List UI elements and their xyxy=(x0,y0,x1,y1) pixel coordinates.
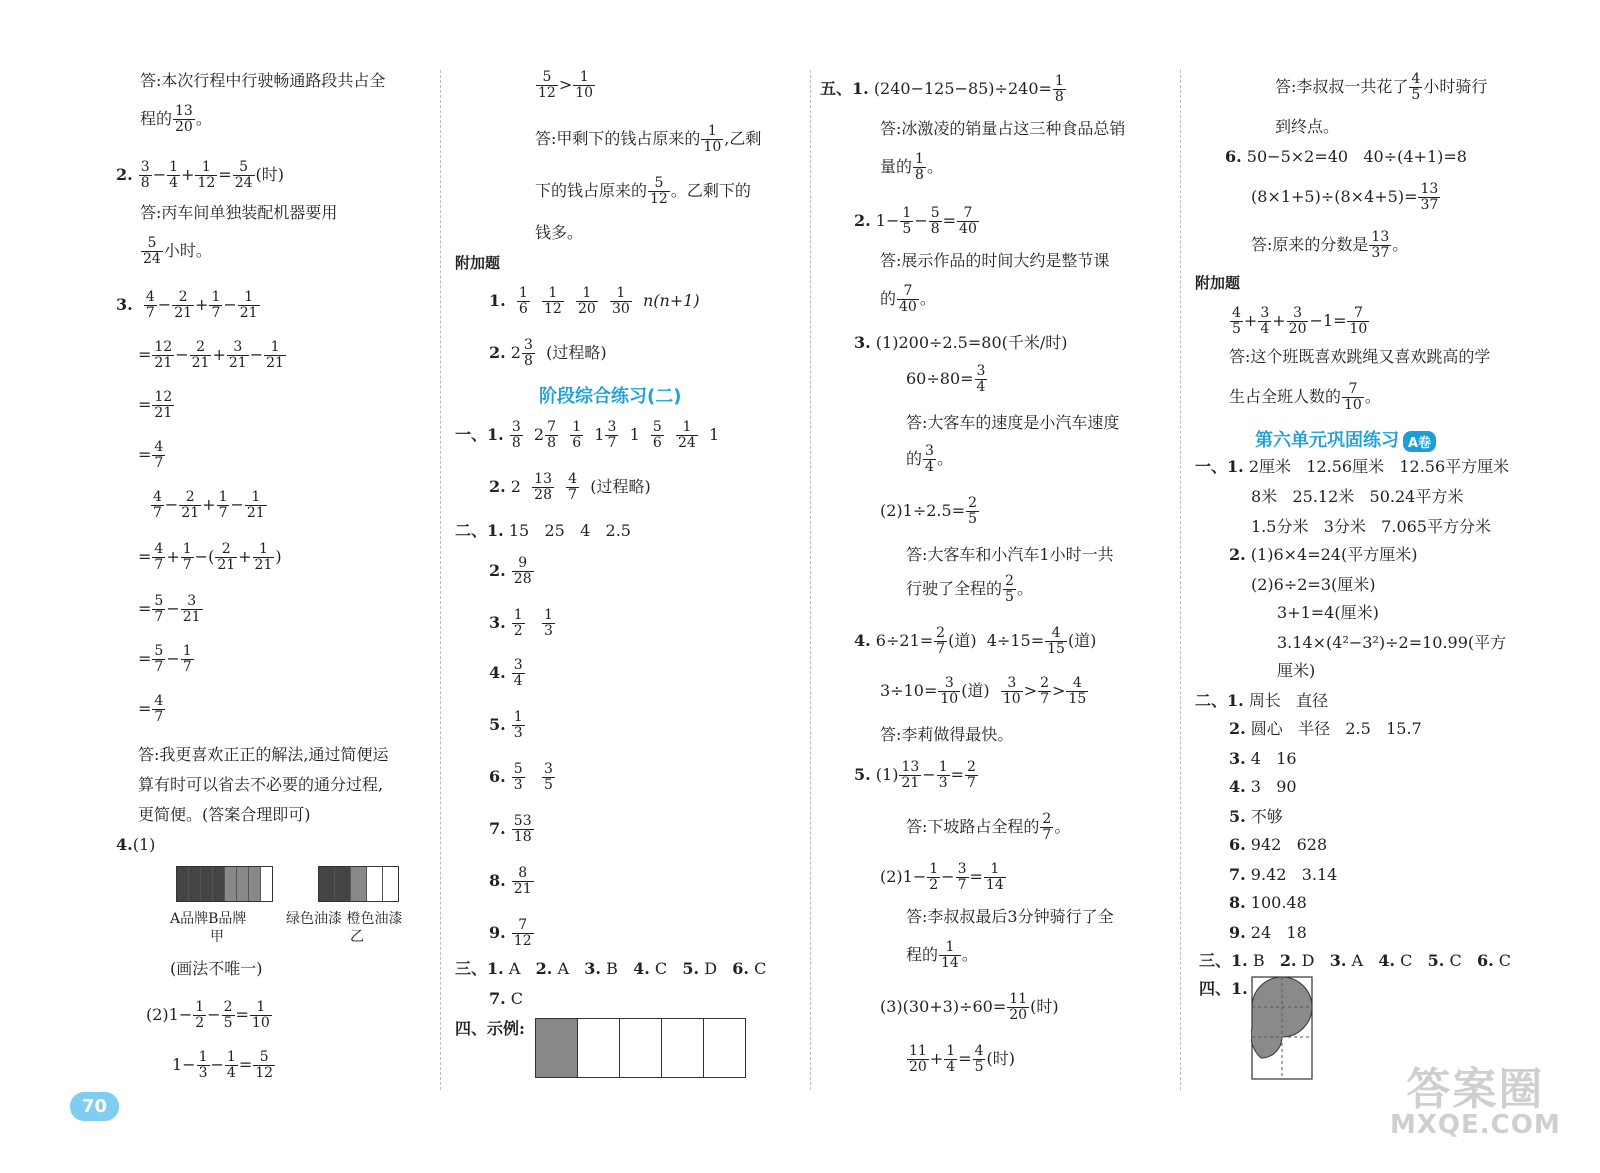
page-number-badge: 70 xyxy=(70,1092,119,1121)
equation: = $\frac{4}{7}$ + $\frac{1}{7}$ −( $\frac{2}{21}$ + $\frac{1}{21}$ ) xyxy=(138,541,282,573)
answer-row: 3. $\frac{1}{2}$ $\frac{1}{3}$ xyxy=(489,607,553,639)
equation: 1− $\frac{1}{3}$ − $\frac{1}{4}$ = $\frac{5}{12}$ xyxy=(172,1049,274,1081)
answer-text: 更简便。(答案合理即可) xyxy=(138,805,311,824)
answer-row: 8. $\frac{8}{21}$ xyxy=(489,865,532,897)
equation: 1. $\frac{1}{6}$ $\frac{1}{12}$ $\frac{1}{20}$ $\frac{1}{30}$ n(n+1) xyxy=(489,285,700,317)
equation: = $\frac{12}{21}$ xyxy=(138,389,173,421)
choice-row: 7. C xyxy=(489,989,524,1008)
answer-text: 答:李叔叔最后3分钟骑行了全 xyxy=(906,907,1114,926)
answer-text: 算有时可以省去不必要的通分过程, xyxy=(138,775,384,794)
section-title: 附加题 xyxy=(1195,274,1241,292)
answer-text: 答:下坡路占全程的 $\frac{2}{7}$ 。 xyxy=(906,811,1071,843)
equation: $\frac{4}{7}$ − $\frac{2}{21}$ + $\frac{1}{7}$ − $\frac{1}{21}$ xyxy=(153,489,265,521)
answer-text: 答:李叔叔一共花了 $\frac{4}{5}$ 小时骑行 xyxy=(1275,71,1488,103)
question-label: 4.(1) xyxy=(116,835,156,854)
equation: = $\frac{4}{7}$ xyxy=(138,693,164,725)
equation: = $\frac{4}{7}$ xyxy=(138,439,164,471)
column-4 xyxy=(1195,60,1540,1100)
answer-text: 答:我更喜欢正正的解法,通过简便运 xyxy=(138,745,389,764)
diagram-label: A品牌B品牌 xyxy=(170,911,247,927)
answer-text: 行驶了全程的 $\frac{2}{5}$ 。 xyxy=(906,573,1033,605)
answer-text: 答:冰激凌的销量占这三种食品总销 xyxy=(880,119,1126,138)
equation: 5. (1) $\frac{13}{21}$ − $\frac{1}{3}$ = $\frac{2}{7}$ xyxy=(854,759,976,791)
column-divider xyxy=(440,70,441,1090)
answer-text: 量的 $\frac{1}{8}$ 。 xyxy=(880,151,943,183)
answer-row: 7. $\frac{53}{18}$ xyxy=(489,813,532,845)
answer-text: 的 $\frac{7}{40}$ 。 xyxy=(880,283,936,315)
answer-row: 二、1. 周长 直径 xyxy=(1195,691,1329,710)
equation: 五、1. (240−125−85)÷240= $\frac{1}{8}$ xyxy=(820,73,1064,105)
bar-diagram-yi xyxy=(318,866,399,902)
answer-text: 程的 $\frac{1}{14}$ 。 xyxy=(906,939,978,971)
question-label: 四、1. xyxy=(1199,979,1248,998)
equation: 3. $\frac{4}{7}$ − $\frac{2}{21}$ + $\frac{1}{7}$ − $\frac{1}{21}$ xyxy=(116,289,258,321)
answer-row: 3+1=4(厘米) xyxy=(1277,603,1379,622)
equation: 2. 2 $\frac{3}{8}$ (过程略) xyxy=(489,337,607,369)
answer-row: 3.14×(4²−3²)÷2=10.99(平方 xyxy=(1277,633,1507,652)
a-paper-badge: A卷 xyxy=(1403,431,1436,452)
equation: 6. 50−5×2=40 40÷(4+1)=8 xyxy=(1225,147,1467,166)
answer-text: 到终点。 xyxy=(1275,117,1340,136)
answer-text: 答:大客车的速度是小汽车速度 xyxy=(906,413,1120,432)
column-2 xyxy=(455,60,800,1100)
answer-row: 6. 942 628 xyxy=(1229,835,1328,854)
bar-diagram-jia xyxy=(176,866,273,902)
answer-row: 4. 3 90 xyxy=(1229,777,1297,796)
answer-text: 答:丙车间单独装配机器要用 xyxy=(140,203,338,222)
answer-text: 的 $\frac{3}{4}$ 。 xyxy=(906,443,953,475)
answer-text: 钱多。 xyxy=(535,223,584,242)
equation: 2. 1− $\frac{1}{5}$ − $\frac{5}{8}$ = $\frac{7}{40}$ xyxy=(854,205,977,237)
answer-text: 答:本次行程中行驶畅通路段共占全 xyxy=(140,71,386,90)
column-divider xyxy=(1180,70,1181,1090)
column-divider xyxy=(810,70,811,1090)
answer-text: 答:这个班既喜欢跳绳又喜欢跳高的学 xyxy=(1229,347,1491,366)
equation: 3÷10= $\frac{3}{10}$ (道) $\frac{3}{10}$ > $\frac{2}{7}$ > $\frac{4}{15}$ xyxy=(880,675,1087,707)
answer-row: (2)6÷2=3(厘米) xyxy=(1251,575,1376,594)
diagram-label: 绿色油漆 橙色油漆 xyxy=(286,911,403,927)
equation: 3. (1)200÷2.5=80(千米/时) xyxy=(854,333,1068,352)
equation: (2)1÷2.5= $\frac{2}{5}$ xyxy=(880,495,978,527)
note: (画法不唯一) xyxy=(170,959,263,978)
answer-row: 9. $\frac{7}{12}$ xyxy=(489,917,532,949)
equation: 4. 6÷21= $\frac{2}{7}$ (道) 4÷15= $\frac{4}{15}$ (道) xyxy=(854,625,1097,657)
choice-row: 三、1. B 2. D 3. A 4. C 5. C 6. C xyxy=(1199,951,1512,970)
section-heading: 第六单元巩固练习 A卷 xyxy=(1255,426,1436,452)
equation: $\frac{5}{12}$ > $\frac{1}{10}$ xyxy=(538,69,594,101)
answer-row: 2. $\frac{9}{28}$ xyxy=(489,555,532,587)
answer-row: 5. $\frac{1}{3}$ xyxy=(489,709,523,741)
diagram-label: 乙 xyxy=(350,929,364,945)
answer-row: 5. 不够 xyxy=(1229,807,1283,826)
answer-row: 7. 9.42 3.14 xyxy=(1229,865,1338,884)
equation: $\frac{4}{5}$ + $\frac{3}{4}$ + $\frac{3}{20}$ −1= $\frac{7}{10}$ xyxy=(1232,305,1368,337)
equation: 60÷80= $\frac{3}{4}$ xyxy=(906,363,986,395)
answer-row: 2. (1)6×4=24(平方厘米) xyxy=(1229,545,1418,564)
equation: = $\frac{5}{7}$ − $\frac{3}{21}$ xyxy=(138,593,201,625)
answer-text: 生占全班人数的 $\frac{7}{10}$ 。 xyxy=(1229,381,1381,413)
equation: = $\frac{12}{21}$ − $\frac{2}{21}$ + $\frac{3}{21}$ − $\frac{1}{21}$ xyxy=(138,339,284,371)
equation: $\frac{11}{20}$ + $\frac{1}{4}$ = $\frac{4}{5}$ (时) xyxy=(909,1043,1015,1075)
answer-text: 程的 $\frac{13}{20}$ 。 xyxy=(140,103,212,135)
answer-row: 1.5分米 3分米 7.065平方分米 xyxy=(1251,517,1491,536)
equation: = $\frac{5}{7}$ − $\frac{1}{7}$ xyxy=(138,643,192,675)
column-1 xyxy=(110,60,430,1100)
equation: 2. 2 $\frac{13}{28}$ $\frac{4}{7}$ (过程略) xyxy=(489,471,651,503)
answer-row: 3. 4 16 xyxy=(1229,749,1297,768)
answer-text: 答:李莉做得最快。 xyxy=(880,725,1014,744)
answer-text: $\frac{5}{24}$ 小时。 xyxy=(143,235,212,267)
answer-row: 2. 圆心 半径 2.5 15.7 xyxy=(1229,719,1422,738)
answer-row: 一、1. 2厘米 12.56厘米 12.56平方厘米 xyxy=(1195,457,1510,476)
shaded-grid-diagram xyxy=(535,1018,746,1078)
answer-text: 答:展示作品的时间大约是整节课 xyxy=(880,251,1110,270)
answer-text: 答:大客车和小汽车1小时一共 xyxy=(906,545,1114,564)
column-3 xyxy=(820,60,1170,1100)
diagram-label: 甲 xyxy=(210,929,224,945)
equation: (3)(30+3)÷60= $\frac{11}{20}$ (时) xyxy=(880,991,1059,1023)
watermark-logo: 答案圈 MXQE.COM xyxy=(1390,1064,1561,1140)
equation: 一、1. $\frac{3}{8}$ 2 $\frac{7}{8}$ $\frac{1}{6}$ 1 $\frac{3}{7}$ 1 $\frac{5}{6}$ $\frac{1}{24}$ 1 xyxy=(455,419,720,451)
equation: (2)1− $\frac{1}{2}$ − $\frac{3}{7}$ = $\frac{1}{14}$ xyxy=(880,861,1004,893)
answer-row: 4. $\frac{3}{4}$ xyxy=(489,657,523,689)
answer-row: 8. 100.48 xyxy=(1229,893,1307,912)
circle-construction-diagram xyxy=(1251,976,1313,1080)
choice-row: 三、1. A 2. A 3. B 4. C 5. D 6. C xyxy=(455,959,767,978)
equation: (2)1− $\frac{1}{2}$ − $\frac{2}{5}$ = $\frac{1}{10}$ xyxy=(146,999,270,1031)
answer-text: 下的钱占原来的 $\frac{5}{12}$ 。乙剩下的 xyxy=(535,175,751,207)
equation: (8×1+5)÷(8×4+5)= $\frac{13}{37}$ xyxy=(1251,181,1439,213)
answer-text: 答:原来的分数是 $\frac{13}{37}$ 。 xyxy=(1251,229,1409,261)
example-label: 四、示例: xyxy=(455,1019,525,1038)
answer-row: 8米 25.12米 50.24平方米 xyxy=(1251,487,1464,506)
equation: 2. $\frac{3}{8}$ − $\frac{1}{4}$ + $\frac{1}{12}$ = $\frac{5}{24}$ (时) xyxy=(116,159,285,191)
answer-row: 二、1. 15 25 4 2.5 xyxy=(455,521,631,540)
answer-row: 6. $\frac{5}{3}$ $\frac{3}{5}$ xyxy=(489,761,553,793)
answer-text: 答:甲剩下的钱占原来的 $\frac{1}{10}$ ,乙剩 xyxy=(535,123,762,155)
answer-row: 厘米) xyxy=(1277,661,1316,680)
answer-row: 9. 24 18 xyxy=(1229,923,1307,942)
section-heading: 阶段综合练习(二) xyxy=(539,386,682,407)
section-title: 附加题 xyxy=(455,254,501,272)
